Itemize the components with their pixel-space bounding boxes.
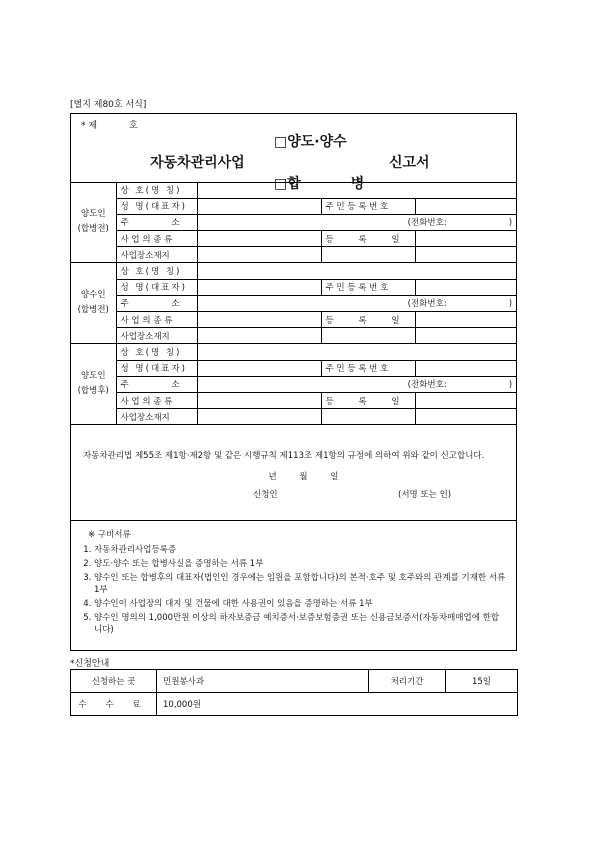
location-field[interactable] (197, 328, 321, 344)
location-extra-2[interactable] (415, 409, 516, 425)
location-extra-1[interactable] (321, 328, 415, 344)
report-form (70, 113, 517, 651)
trade-name-field[interactable] (197, 344, 516, 360)
table-row (71, 279, 516, 295)
resident-no-label: 주 민 등 록 번 호 (321, 198, 415, 214)
business-type-label: 사 업 의 종 류 (116, 392, 197, 408)
business-type-field[interactable] (197, 392, 321, 408)
list-item: 3. 양수인 또는 합병후의 대표자(법인인 경우에는 임원을 포함합니다)의 본적·호주 및 호주와의 관계를 기재한 서류 1부 (94, 572, 506, 596)
name-field[interactable] (197, 360, 321, 376)
trade-name-label: 상 호(명 칭) (116, 263, 197, 279)
reg-date-field[interactable] (415, 392, 516, 408)
location-label: 사업장소재지 (116, 328, 197, 344)
party-table (71, 182, 516, 425)
party-label-stage: (합병전) (77, 224, 109, 235)
address-field[interactable] (197, 295, 516, 311)
list-item: 1. 자동차관리사업등록증 (94, 544, 506, 556)
table-row (71, 409, 516, 425)
processing-period-label: 처리기간 (369, 670, 446, 693)
signature-label: (서명 또는 인) (398, 490, 452, 500)
name-field[interactable] (197, 198, 321, 214)
resident-no-field[interactable] (415, 360, 516, 376)
table-row (71, 360, 516, 376)
party-label-role: 양도인 (80, 209, 106, 220)
list-item: 5. 양수인 명의의 1,000만원 이상의 하자보증금 예치증서·보증보험증권 또는 신용금보증서(자동차매매업에 한합니다) (94, 612, 506, 636)
table-row (71, 214, 516, 230)
business-type-label: 사 업 의 종 류 (116, 231, 197, 247)
declaration-section (71, 449, 516, 504)
address-field[interactable] (197, 214, 516, 230)
submit-to-value: 민원봉사과 (157, 670, 369, 693)
list-item: 2. 양도·양수 또는 합병사실을 증명하는 서류 1부 (94, 558, 506, 570)
declaration-date: 년 월 일 (268, 472, 339, 482)
location-field[interactable] (197, 247, 321, 263)
table-row (71, 295, 516, 311)
party-label (71, 263, 116, 344)
resident-no-label: 주 민 등 록 번 호 (321, 360, 415, 376)
trade-name-field[interactable] (197, 182, 516, 198)
name-label: 성 명(대표자) (116, 279, 197, 295)
table-row (71, 312, 516, 328)
reg-date-label: 등 록 일 (321, 392, 415, 408)
resident-no-field[interactable] (415, 198, 516, 214)
reg-date-label: 등 록 일 (321, 312, 415, 328)
phone-close: ) (508, 218, 513, 229)
table-row (71, 344, 516, 360)
party-label-stage: (합병전) (77, 305, 109, 316)
receipt-number-label: * 제 (81, 121, 98, 131)
trade-name-label: 상 호(명 칭) (116, 344, 197, 360)
location-label: 사업장소재지 (116, 247, 197, 263)
processing-period-value: 15일 (446, 670, 518, 693)
reg-date-field[interactable] (415, 231, 516, 247)
declaration-text: 자동차관리법 제55조 제1항·제2항 및 같은 시행규칙 제113조 제1항의 규정에 의하여 위와 같이 신고합니다. (83, 451, 485, 461)
title-option-transfer: □양도·양수 (274, 134, 347, 150)
phone-close: ) (508, 299, 513, 310)
table-row (71, 392, 516, 408)
business-type-label: 사 업 의 종 류 (116, 312, 197, 328)
party-label (71, 182, 116, 263)
party-label-role: 양수인 (80, 290, 106, 301)
reg-date-label: 등 록 일 (321, 231, 415, 247)
applicant-signature-line (71, 488, 516, 504)
party-label-role: 양도인 (80, 371, 106, 382)
location-extra-1[interactable] (321, 247, 415, 263)
party-label-stage: (합병후) (77, 386, 109, 397)
business-type-field[interactable] (197, 231, 321, 247)
location-field[interactable] (197, 409, 321, 425)
fee-value: 10,000원 (157, 693, 518, 716)
title-option-merger-b: 병 (350, 176, 365, 192)
table-row (71, 693, 518, 716)
table-row (71, 263, 516, 279)
phone-label: (전화번호: (407, 218, 447, 229)
table-row (71, 328, 516, 344)
receipt-number-suffix: 호 (129, 121, 138, 131)
title-option-merger-a: □합 (274, 176, 301, 192)
address-field[interactable] (197, 376, 516, 392)
applicant-label: 신청인 (253, 490, 278, 500)
table-row (71, 182, 516, 198)
address-label: 주 소 (116, 376, 197, 392)
application-guide-label: *신청안내 (70, 659, 110, 669)
application-guide-table (70, 669, 518, 716)
reg-date-field[interactable] (415, 312, 516, 328)
resident-no-field[interactable] (415, 279, 516, 295)
page-title: 자동차관리사업 (150, 155, 245, 171)
business-type-field[interactable] (197, 312, 321, 328)
phone-label: (전화번호: (407, 380, 447, 391)
table-row (71, 376, 516, 392)
trade-name-field[interactable] (197, 263, 516, 279)
location-extra-2[interactable] (415, 328, 516, 344)
receipt-number (81, 118, 138, 131)
party-label (71, 344, 116, 425)
location-label: 사업장소재지 (116, 409, 197, 425)
table-row (71, 247, 516, 263)
title-suffix: 신고서 (389, 155, 430, 171)
address-label: 주 소 (116, 214, 197, 230)
name-field[interactable] (197, 279, 321, 295)
name-label: 성 명(대표자) (116, 198, 197, 214)
location-extra-1[interactable] (321, 409, 415, 425)
fee-label: 수 수 료 (71, 693, 157, 716)
resident-no-label: 주 민 등 록 번 호 (321, 279, 415, 295)
trade-name-label: 상 호(명 칭) (116, 182, 197, 198)
required-documents-title: ※ 구비서류 (88, 530, 131, 540)
required-documents (71, 520, 516, 638)
address-label: 주 소 (116, 295, 197, 311)
location-extra-2[interactable] (415, 247, 516, 263)
required-documents-list (83, 544, 506, 636)
list-item: 4. 양수인이 사업장의 대지 및 건물에 대한 사용권이 있음을 증명하는 서류 1부 (94, 598, 506, 610)
submit-to-label: 신청하는 곳 (71, 670, 157, 693)
phone-close: ) (508, 380, 513, 391)
form-number-label: [별지 제80호 서식] (70, 100, 147, 110)
table-row (71, 670, 518, 693)
phone-label: (전화번호: (407, 299, 447, 310)
table-row (71, 231, 516, 247)
table-row (71, 198, 516, 214)
name-label: 성 명(대표자) (116, 360, 197, 376)
